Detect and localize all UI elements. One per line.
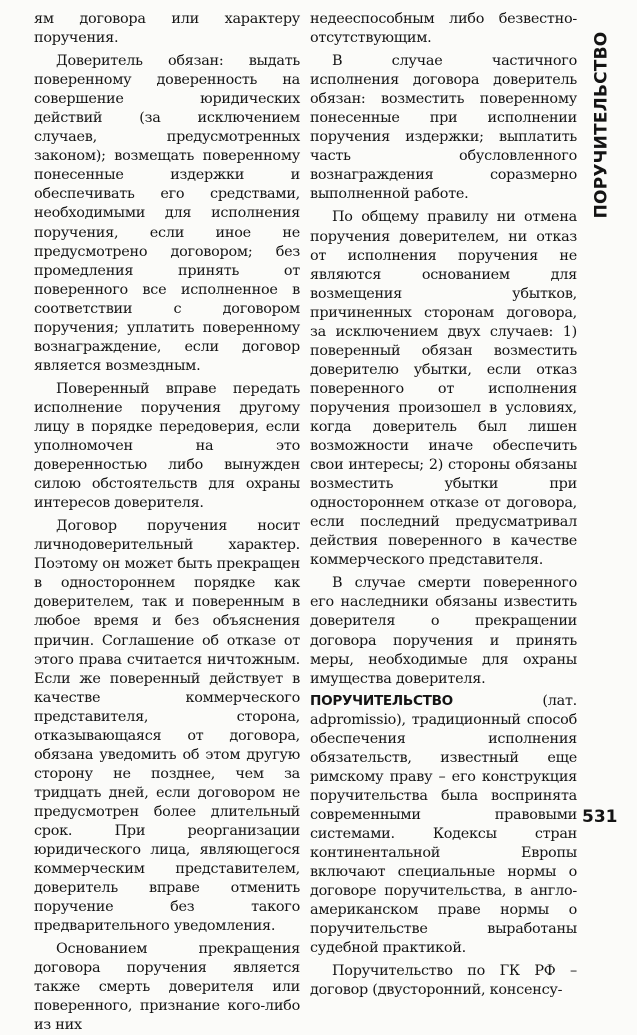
paragraph: Основанием прекращения договора поручения является также смерть доверителя или поверенного, признание кого-либо из них [34,941,300,1034]
right-column [310,10,577,1000]
page-number: 531 [582,807,618,827]
running-head-text: ПОРУЧИТЕЛЬСТВО [591,31,611,219]
running-head [586,20,616,230]
paragraph: недееспособным либо безвестно-отсутствующим. [310,11,577,47]
paragraph: Договор поручения носит личнодоверительный характер. Поэтому он может быть прекращен в одностороннем порядке как доверителем, так и поверенным в любое время и без объяснения причин. Соглашение об отказе от этого права считается ничтожным. Если же поверенный действует в качестве коммерческого представителя, сторона, отказывающаяся от договора, обязана уведомить об этом другую сторону не позднее, чем за тридцать дней, если договором не предусмотрен более длительный срок. При реорганизации юридического лица, являющегося коммерческим представителем, доверитель вправе отменить поручение без такого предварительного уведомления. [34,518,300,935]
paragraph: Поручительство по ГК РФ – договор (двусторонний, консенсу- [310,963,577,999]
paragraph: ям договора или характеру поручения. [34,11,300,47]
paragraph: В случае смерти поверенного его наследники обязаны известить доверителя о прекращении договора поручения и принять меры, необходимые для охраны имущества доверителя. [310,575,577,687]
paragraph: В случае частичного исполнения договора доверитель обязан: возместить поверенному понесенные при исполнении поручения издержки; выплатить часть обусловленного вознаграждения соразмерно выполненной работе. [310,53,577,203]
dictionary-entry [310,692,577,959]
entry-text: (лат. adpromissio), традиционный способ обеспечения исполнения обязательств, известный еще римскому праву – его конструкция поручительства была воспринята современными правовыми системами. Кодексы стран континентальной Европы включают специальные нормы о договоре поручительства, в англо-американском праве нормы о поручительстве выработаны судебной практикой. [310,692,577,957]
paragraph: Поверенный вправе передать исполнение поручения другому лицу в порядке передоверия, если уполномочен на это доверенностью либо вынужден силою обстоятельств для охраны интересов доверителя. [34,380,300,512]
entry-headword: ПОРУЧИТЕЛЬСТВО [310,692,453,709]
paragraph: По общему правилу ни отмена поручения доверителем, ни отказ от исполнения поручения не являются основанием для возмещения убытков, причиненных сторонам договора, за исключением двух случаев: 1) поверенный обязан возместить доверителю убытки, если отказ поверенного от исполнения поручения произошел в условиях, когда доверитель был лишен возможности иначе обеспечить свои интересы; 2) стороны обязаны возместить убытки при одностороннем отказе от договора, если последний предусматривал действия поверенного в качестве коммерческого представителя. [310,209,577,569]
paragraph: Доверитель обязан: выдать поверенному доверенность на совершение юридических действий (за исключением случаев, предусмотренных законом); возмещать поверенному понесенные издержки и обеспечивать его средствами, необходимыми для исполнения поручения, если иное не предусмотрено договором; без промедления принять от поверенного все исполненное в соответствии с договором поручения; уплатить поверенному вознаграждение, если договор является возмездным. [34,53,300,374]
left-column [34,10,300,1035]
